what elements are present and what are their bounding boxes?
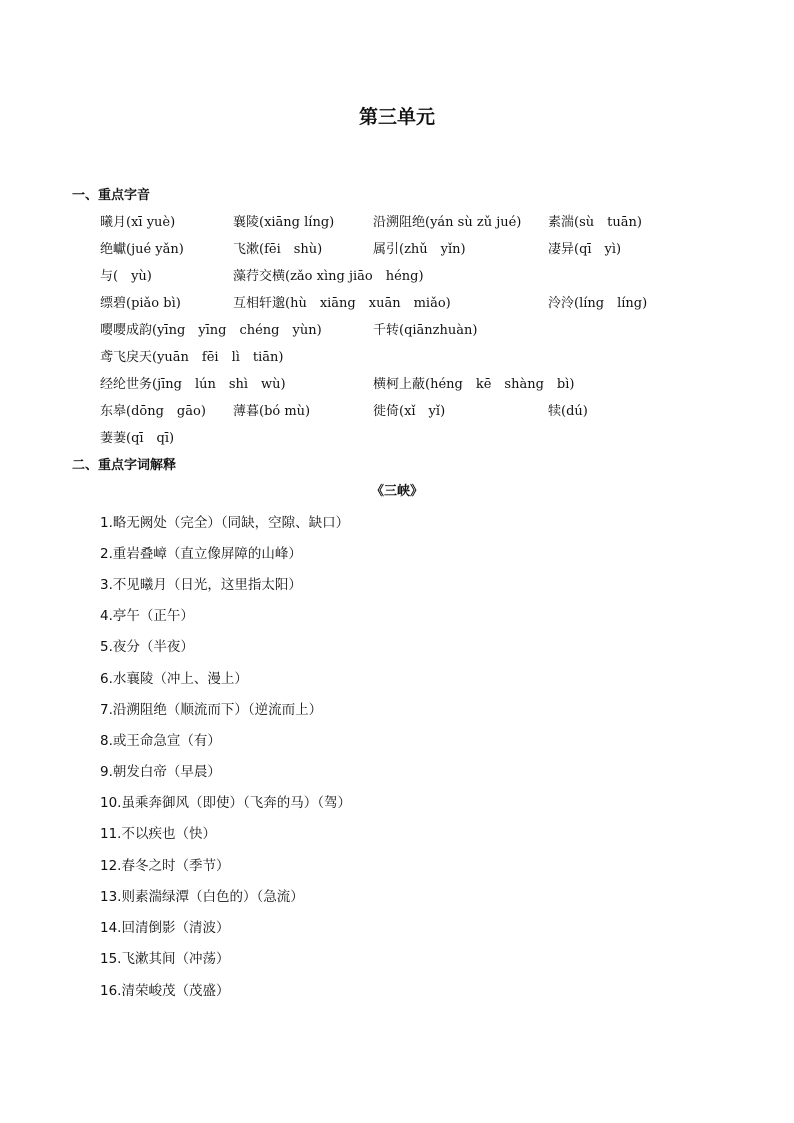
text-subtitle: 《三峡》 (370, 484, 423, 499)
vocab-item: 13.则素湍绿潭（白色的）（急流） (100, 889, 304, 905)
pinyin-entry: 薄暮(bó mù) (233, 404, 311, 419)
section-heading-vocabulary: 二、重点字词解释 (72, 458, 177, 473)
vocab-item: 8.或王命急宣（有） (100, 733, 221, 749)
vocab-item: 3.不见曦月（日光，这里指太阳） (100, 577, 302, 593)
vocab-item: 16.清荣峻茂（茂盛） (100, 983, 230, 999)
pinyin-entry: 曦月(xī yuè) (100, 215, 176, 230)
vocab-item: 10.虽乘奔御风（即使）（飞奔的马）（驾） (100, 795, 351, 811)
vocab-item: 6.水襄陵（冲上、漫上） (100, 671, 248, 687)
vocab-item: 9.朝发白帝（早晨） (100, 764, 221, 780)
vocab-item: 4.亭午（正午） (100, 608, 194, 624)
pinyin-entry: 泠泠(líng líng) (548, 296, 648, 311)
pinyin-entry: 经纶世务(jīng lún shì wù) (100, 377, 286, 392)
pinyin-entry: 萋萋(qī qī) (100, 431, 175, 446)
pinyin-entry: 飞漱(fēi shù) (233, 242, 323, 257)
pinyin-entry: 徙倚(xǐ yǐ) (373, 404, 446, 419)
vocab-item: 11.不以疾也（快） (100, 826, 216, 842)
pinyin-entry: 东皋(dōng gāo) (100, 404, 206, 419)
pinyin-entry: 与( yù) (100, 269, 152, 284)
vocab-item: 7.沿溯阻绝（顺流而下）（逆流而上） (100, 702, 323, 718)
pinyin-entry: 沿溯阻绝(yán sù zǔ jué) (373, 215, 522, 230)
pinyin-entry: 嘤嘤成韵(yīng yīng chéng yùn) (100, 323, 322, 338)
pinyin-entry: 凄异(qī yì) (548, 242, 622, 257)
page-title: 第三单元 (358, 106, 435, 128)
vocab-item: 14.回清倒影（清波） (100, 920, 230, 936)
pinyin-entry: 襄陵(xiāng líng) (233, 215, 335, 230)
pinyin-entry: 缥碧(piǎo bì) (100, 296, 181, 311)
pinyin-entry: 绝巘(jué yǎn) (100, 242, 184, 257)
pinyin-entry: 横柯上蔽(héng kē shàng bì) (373, 377, 575, 392)
section-heading-pronunciation: 一、重点字音 (72, 188, 151, 203)
vocab-item: 12.春冬之时（季节） (100, 858, 230, 874)
pinyin-entry: 属引(zhǔ yǐn) (373, 242, 466, 257)
vocab-item: 15.飞漱其间（冲荡） (100, 951, 230, 967)
pinyin-entry: 素湍(sù tuān) (548, 215, 642, 230)
pinyin-entry: 犊(dú) (548, 404, 588, 419)
pinyin-entry: 千转(qiānzhuàn) (373, 323, 478, 338)
pinyin-entry: 互相轩邈(hù xiāng xuān miǎo) (233, 296, 451, 311)
pinyin-entry: 鸢飞戾天(yuān fēi lì tiān) (100, 350, 284, 365)
vocab-item: 2.重岩叠嶂（直立像屏障的山峰） (100, 546, 302, 562)
pinyin-entry: 藻荇交横(zǎo xìng jiāo héng) (233, 269, 424, 284)
vocab-item: 1.略无阙处（完全）（同缺，空隙、缺口） (100, 515, 350, 531)
vocab-item: 5.夜分（半夜） (100, 639, 194, 655)
